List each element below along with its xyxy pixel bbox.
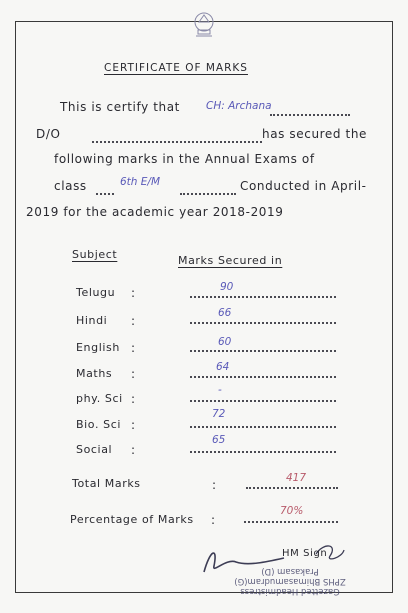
certificate-title: CERTIFICATE OF MARKS xyxy=(104,62,248,74)
subject-header: Subject xyxy=(72,248,118,261)
subject-name: Maths xyxy=(76,367,113,380)
marks-value: 66 xyxy=(218,307,232,319)
student-name: CH: Archana xyxy=(206,100,272,112)
marks-dotted-line xyxy=(190,400,336,402)
marks-value: 64 xyxy=(216,361,230,373)
hm-sign-label: HM Sign xyxy=(282,548,328,559)
body-line-5: 2019 for the academic year 2018-2019 xyxy=(26,205,284,219)
class-value: 6th E/M xyxy=(120,176,161,188)
total-colon: : xyxy=(212,478,217,492)
subject-name: Bio. Sci xyxy=(76,418,122,431)
total-dotted-line xyxy=(246,487,338,489)
marks-value: 65 xyxy=(212,434,226,446)
body-line-2-prefix: D/O xyxy=(36,127,61,141)
total-marks-value: 417 xyxy=(286,472,307,484)
body-line-4-suffix: Conducted in April- xyxy=(240,179,367,193)
subject-name: Telugu xyxy=(76,286,116,299)
percentage-label: Percentage of Marks xyxy=(70,513,194,526)
school-seal xyxy=(220,560,360,596)
marks-value: 60 xyxy=(218,336,232,348)
row-colon: : xyxy=(131,341,136,355)
row-colon: : xyxy=(131,443,136,457)
row-colon: : xyxy=(131,367,136,381)
government-emblem-icon xyxy=(190,10,218,40)
subject-name: English xyxy=(76,341,120,354)
seal-line: Gazetted Headmistress xyxy=(240,586,340,596)
body-line-3: following marks in the Annual Exams of xyxy=(54,152,315,166)
seal-line: ZPHS Bhimasamudram(G) xyxy=(234,576,346,586)
marks-value: 72 xyxy=(212,408,226,420)
marks-dotted-line xyxy=(190,376,336,378)
parent-dotted-line xyxy=(92,141,262,143)
marks-dotted-line xyxy=(190,296,336,298)
class-dotted-line-a xyxy=(96,193,114,195)
percentage-dotted-line xyxy=(244,521,338,523)
marks-dotted-line xyxy=(190,426,336,428)
percentage-value: 70% xyxy=(280,505,304,517)
body-line-4-prefix: class xyxy=(54,179,87,193)
subject-name: phy. Sci xyxy=(76,392,123,405)
marks-value: 90 xyxy=(220,281,234,293)
marks-value: - xyxy=(218,384,222,396)
body-line-2-suffix: has secured the xyxy=(262,127,368,141)
marks-dotted-line xyxy=(190,451,336,453)
body-line-1-prefix: This is certify that xyxy=(60,100,180,114)
total-marks-label: Total Marks xyxy=(72,477,141,490)
row-colon: : xyxy=(131,418,136,432)
name-dotted-line xyxy=(270,114,350,116)
class-dotted-line-b xyxy=(180,193,236,195)
row-colon: : xyxy=(131,392,136,406)
subject-name: Social xyxy=(76,443,113,456)
subject-name: Hindi xyxy=(76,314,108,327)
percentage-colon: : xyxy=(211,513,216,527)
seal-line: Prakasam (D) xyxy=(261,566,319,576)
marks-header: Marks Secured in xyxy=(178,254,283,267)
row-colon: : xyxy=(131,314,136,328)
row-colon: : xyxy=(131,286,136,300)
marks-dotted-line xyxy=(190,350,336,352)
marks-dotted-line xyxy=(190,322,336,324)
